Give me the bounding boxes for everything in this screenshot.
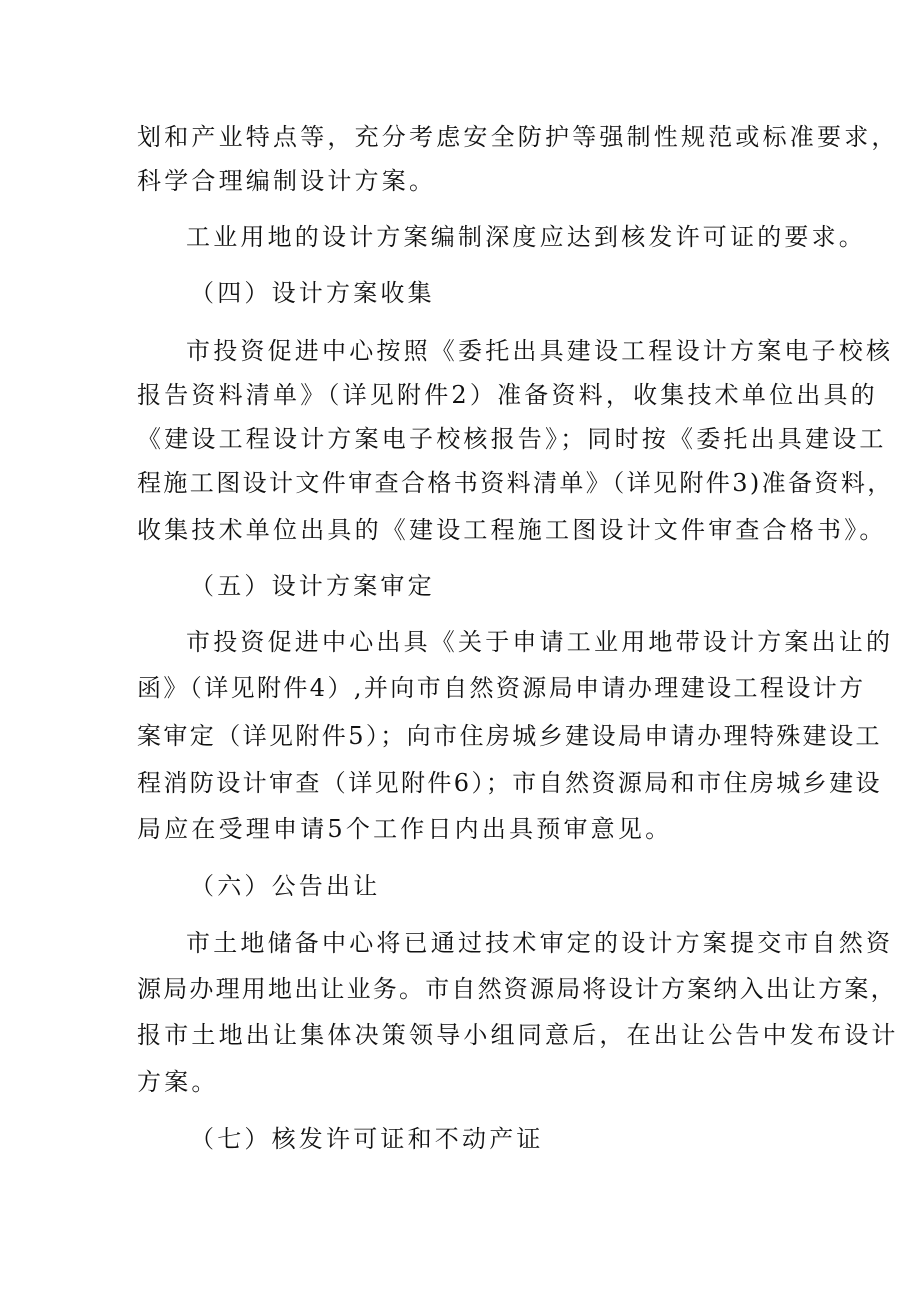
paragraph-line: 市投资促进中心出具《关于申请工业用地带设计方案出让的 (186, 628, 894, 656)
paragraph-line: 报告资料清单》（详见附件2）准备资料，收集技术单位出具的 (137, 381, 878, 409)
paragraph-line: 方案。 (137, 1068, 219, 1096)
paragraph-line: 市土地储备中心将已通过技术审定的设计方案提交市自然资 (186, 929, 894, 957)
paragraph-line: 程消防设计审查（详见附件6）；市自然资源局和市住房城乡建设 (137, 769, 882, 797)
paragraph-line: 市投资促进中心按照《委托出具建设工程设计方案电子校核 (186, 337, 894, 365)
paragraph-line: 报市土地出让集体决策领导小组同意后，在出让公告中发布设计 (137, 1021, 899, 1049)
paragraph-line: 程施工图设计文件审查合格书资料清单》（详见附件3)准备资料， (137, 469, 894, 497)
paragraph-line: 源局办理用地出让业务。市自然资源局将设计方案纳入出让方案， (137, 975, 897, 1003)
paragraph-line: 科学合理编制设计方案。 (137, 167, 437, 195)
section-heading: （七）核发许可证和不动产证 (190, 1125, 544, 1153)
paragraph-line: 《建设工程设计方案电子校核报告》；同时按《委托出具建设工 (137, 425, 887, 453)
paragraph-line: 局应在受理申请5个工作日内出具预审意见。 (137, 815, 673, 843)
paragraph-line: 划和产业特点等，充分考虑安全防护等强制性规范或标准要求， (137, 123, 899, 151)
section-heading: （四）设计方案收集 (190, 279, 435, 307)
paragraph-line: 案审定（详见附件5）；向市住房城乡建设局申请办理特殊建设工 (137, 722, 882, 750)
paragraph-line: 工业用地的设计方案编制深度应达到核发许可证的要求。 (186, 223, 866, 251)
paragraph-line: 收集技术单位出具的《建设工程施工图设计文件审查合格书》。 (137, 516, 887, 544)
section-heading: （五）设计方案审定 (190, 572, 435, 600)
section-heading: （六）公告出让 (190, 872, 381, 900)
paragraph-line: 函》（详见附件4）,并向市自然资源局申请办理建设工程设计方 (137, 674, 866, 702)
